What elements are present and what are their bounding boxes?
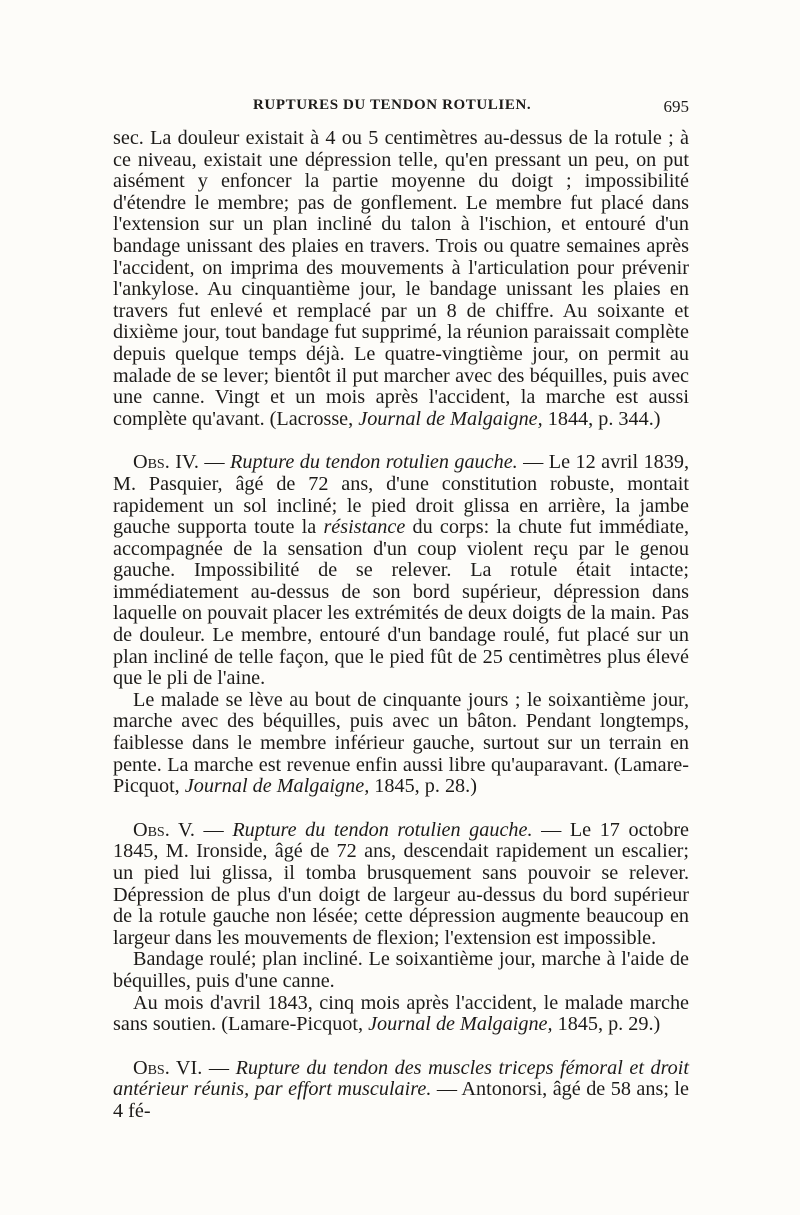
observation-label: Obs. IV.: [133, 451, 199, 474]
paragraph-text: — Antonorsi, âgé de 58 ans; le 4 fé-: [113, 1078, 690, 1122]
observation-4: [113, 452, 689, 690]
paragraph-text: du corps: la chute fut immédiate, accompagnée de la sensation d'un coup violent reçu par le genou gauche. Impossibilité de se relever. La rotule était intacte; immédiatement au-dessus de son bord supérieur, dépression dans laquelle on pouvait placer les extrémités de deux doigts de la main. Pas de douleur. Le membre, entouré d'un bandage roulé, fut placé sur un plan incliné de telle façon, que le pied fût de 25 centimètres plus élevé que le pli de l'aine.: [113, 516, 689, 690]
paragraph-text: 1845, p. 28.): [369, 775, 477, 798]
paragraph-text: sec. La douleur existait à 4 ou 5 centimètres au-dessus de la rotule ; à ce niveau, existait une dépression telle, qu'en pressant un peu, on put aisément y enfoncer la partie moyenne du doigt ; impossibilité d'étendre le membre; pas de gonflement. Le membre fut placé dans l'extension sur un plan incliné du talon à l'ischion, et entouré d'un bandage unissant des plaies en travers. Trois ou quatre semaines après l'accident, on imprima des mouvements à l'articulation pour prévenir l'ankylose. Au cinquantième jour, le bandage unissant les plaies en travers fut enlevé et remplacé par un 8 de chiffre. Au soixante et dixième jour, tout bandage fut supprimé, la réunion paraissait complète depuis quelque temps déjà. Le quatre-vingtième jour, on permit au malade de se lever; bientôt il put marcher avec des béquilles, puis avec une canne. Vingt et un mois après l'accident, la marche est aussi complète qu'avant. (Lacrosse,: [113, 127, 689, 430]
paragraph-text: Au mois d'avril 1843, cinq mois après l'accident, le malade marche sans soutien. (Lamare-Picquot,: [113, 991, 689, 1036]
journal-citation: Journal de Malgaigne,: [368, 1013, 553, 1036]
page-header: [253, 97, 689, 121]
paragraph-text: Bandage roulé; plan incliné. Le soixantième jour, marche à l'aide de béquilles, puis d'une canne.: [113, 948, 689, 992]
paragraph-text: 1844, p. 344.): [542, 407, 661, 430]
running-title: RUPTURES DU TENDON ROTULIEN.: [253, 97, 532, 113]
observation-6: [113, 1058, 689, 1123]
journal-citation: Journal de Malgaigne,: [358, 407, 543, 430]
dash: —: [202, 1056, 236, 1079]
page-number: 695: [663, 97, 689, 116]
observation-5-paragraph-3: [113, 993, 689, 1036]
observation-5: [113, 820, 689, 950]
paragraph-text: — Le 12 avril 1839, M. Pasquier, âgé de 72 ans, d'une constitution robuste, montait rapidement un sol incliné; le pied droit glissa en arrière, la jambe gauche supporta toute la: [113, 451, 690, 539]
paragraph-text: — Le 17 octobre 1845, M. Ironside, âgé de 72 ans, descendait rapidement un escalier; un pied lui glissa, il tomba brusquement sans pouvoir se relever. Dépression de plus d'un doigt de largeur au-dessus du bord supérieur de la rotule gauche non lésée; cette dépression augmente beaucoup en largeur dans les mouvements de flexion; l'extension est impossible.: [113, 818, 690, 949]
observation-label: Obs. V.: [133, 818, 195, 841]
journal-citation: Journal de Malgaigne,: [184, 775, 370, 798]
observation-label: Obs. VI.: [133, 1056, 203, 1079]
paragraph-continuation: [113, 128, 689, 430]
observation-title: Rupture du tendon rotulien gauche.: [230, 451, 518, 474]
observation-title: Rupture du tendon des muscles triceps fémoral et droit antérieur réunis, par effort musculaire.: [113, 1056, 689, 1101]
emphasis-word: résistance: [323, 516, 406, 539]
dash: —: [198, 451, 231, 474]
observation-5-paragraph-2: [113, 949, 689, 992]
page-body: [113, 128, 689, 1123]
observation-4-continuation: [113, 690, 689, 798]
paragraph-text: Le malade se lève au bout de cinquante jours ; le soixantième jour, marche avec des béquilles, puis avec un bâton. Pendant longtemps, faiblesse dans le membre inférieur gauche, surtout sur un terrain en pente. La marche est revenue enfin aussi libre qu'auparavant. (Lamare-Picquot,: [113, 688, 689, 798]
observation-title: Rupture du tendon rotulien gauche.: [232, 818, 533, 841]
paragraph-text: 1845, p. 29.): [552, 1013, 661, 1036]
dash: —: [194, 818, 233, 841]
